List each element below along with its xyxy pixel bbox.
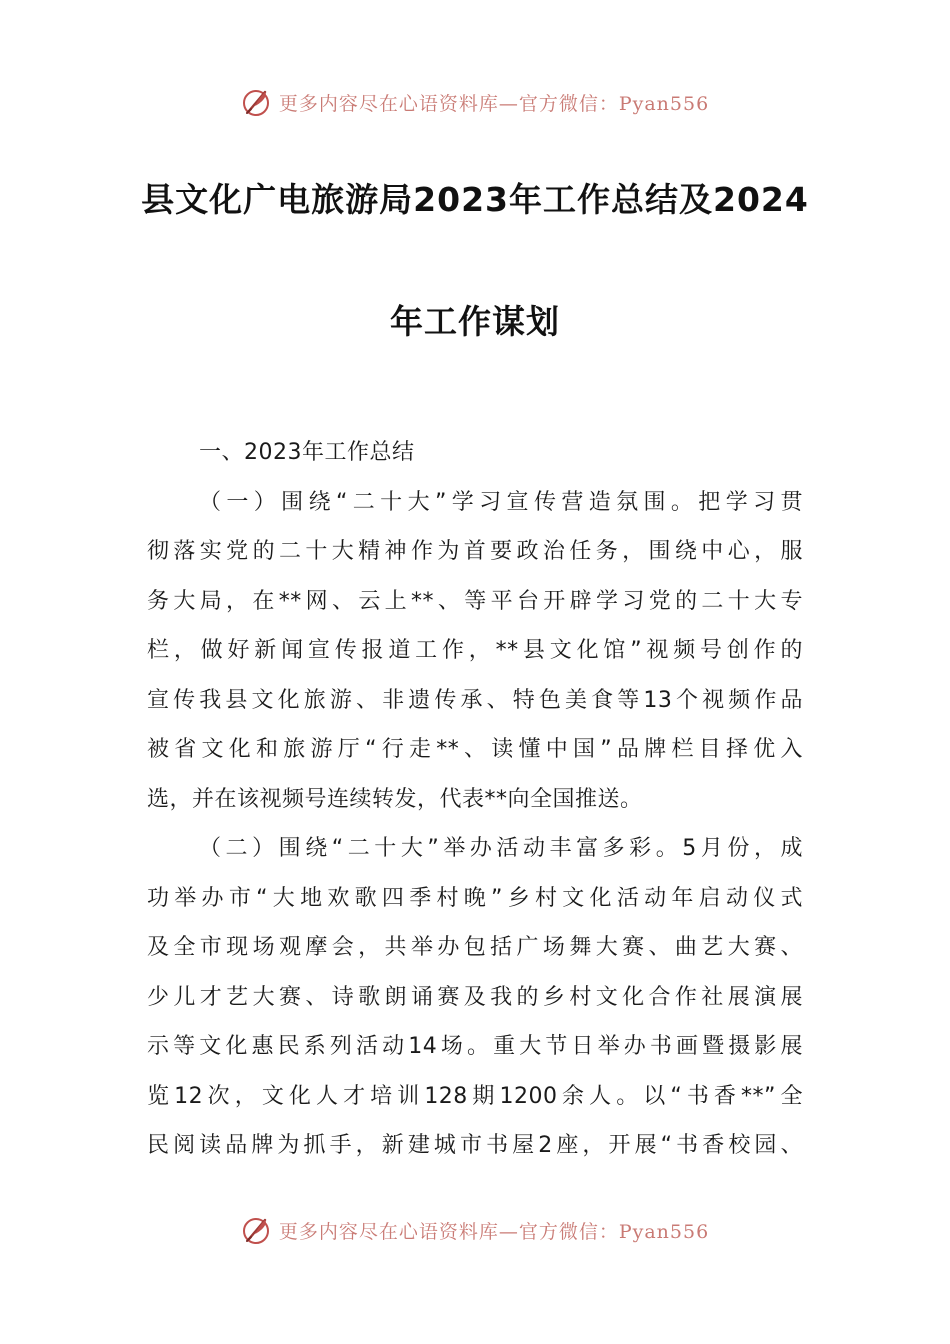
paragraph-line: 少儿才艺大赛、诗歌朗诵赛及我的乡村文化合作社展演展 bbox=[147, 984, 803, 1010]
paragraph-line: 示等文化惠民系列活动14场。重大节日举办书画暨摄影展 bbox=[147, 1034, 803, 1059]
paragraph-line: 及全市现场观摩会，共举办包括广场舞大赛、曲艺大赛、 bbox=[147, 935, 803, 960]
paragraph-line: 宣传我县文化旅游、非遗传承、特色美食等13个视频作品 bbox=[147, 687, 803, 713]
watermark-footer bbox=[0, 1210, 950, 1250]
paragraph-line: 民阅读品牌为抓手，新建城市书屋2座，开展“书香校园、 bbox=[147, 1133, 803, 1158]
feather-pen-circle-icon bbox=[241, 86, 273, 118]
watermark-text: 更多内容尽在心语资料库—官方微信：Pyan556 bbox=[278, 1220, 710, 1243]
paragraph-line: 览12次，文化人才培训128期1200余人。以“书香**”全 bbox=[147, 1083, 803, 1109]
paragraph-line: 彻落实党的二十大精神作为首要政治任务，围绕中心，服 bbox=[147, 539, 803, 564]
paragraph-line: 被省文化和旅游厅“行走**、读懂中国”品牌栏目择优入 bbox=[147, 737, 803, 762]
watermark-header bbox=[0, 82, 950, 122]
document-body bbox=[147, 428, 803, 1171]
watermark-text: 更多内容尽在心语资料库—官方微信：Pyan556 bbox=[278, 92, 710, 115]
document-title-line-2: 年工作谋划 bbox=[390, 302, 560, 341]
paragraph-line: （一）围绕“二十大”学习宣传营造氛围。把学习贯 bbox=[199, 489, 803, 515]
paragraph-line: 栏，做好新闻宣传报道工作，**县文化馆”视频号创作的 bbox=[147, 638, 803, 663]
paragraph-line: 功举办市“大地欢歌四季村晚”乡村文化活动年启动仪式 bbox=[147, 885, 803, 911]
paragraph-line: 选，并在该视频号连续转发，代表**向全国推送。 bbox=[147, 786, 643, 812]
section-heading: 一、2023年工作总结 bbox=[199, 440, 415, 465]
paragraph-line: 务大局，在**网、云上**、等平台开辟学习党的二十大专 bbox=[147, 588, 803, 614]
feather-pen-circle-icon bbox=[241, 1214, 273, 1246]
paragraph-line: （二）围绕“二十大”举办活动丰富多彩。5月份，成 bbox=[199, 836, 803, 861]
document-title-line-1: 县文化广电旅游局2023年工作总结及2024 bbox=[141, 180, 809, 219]
